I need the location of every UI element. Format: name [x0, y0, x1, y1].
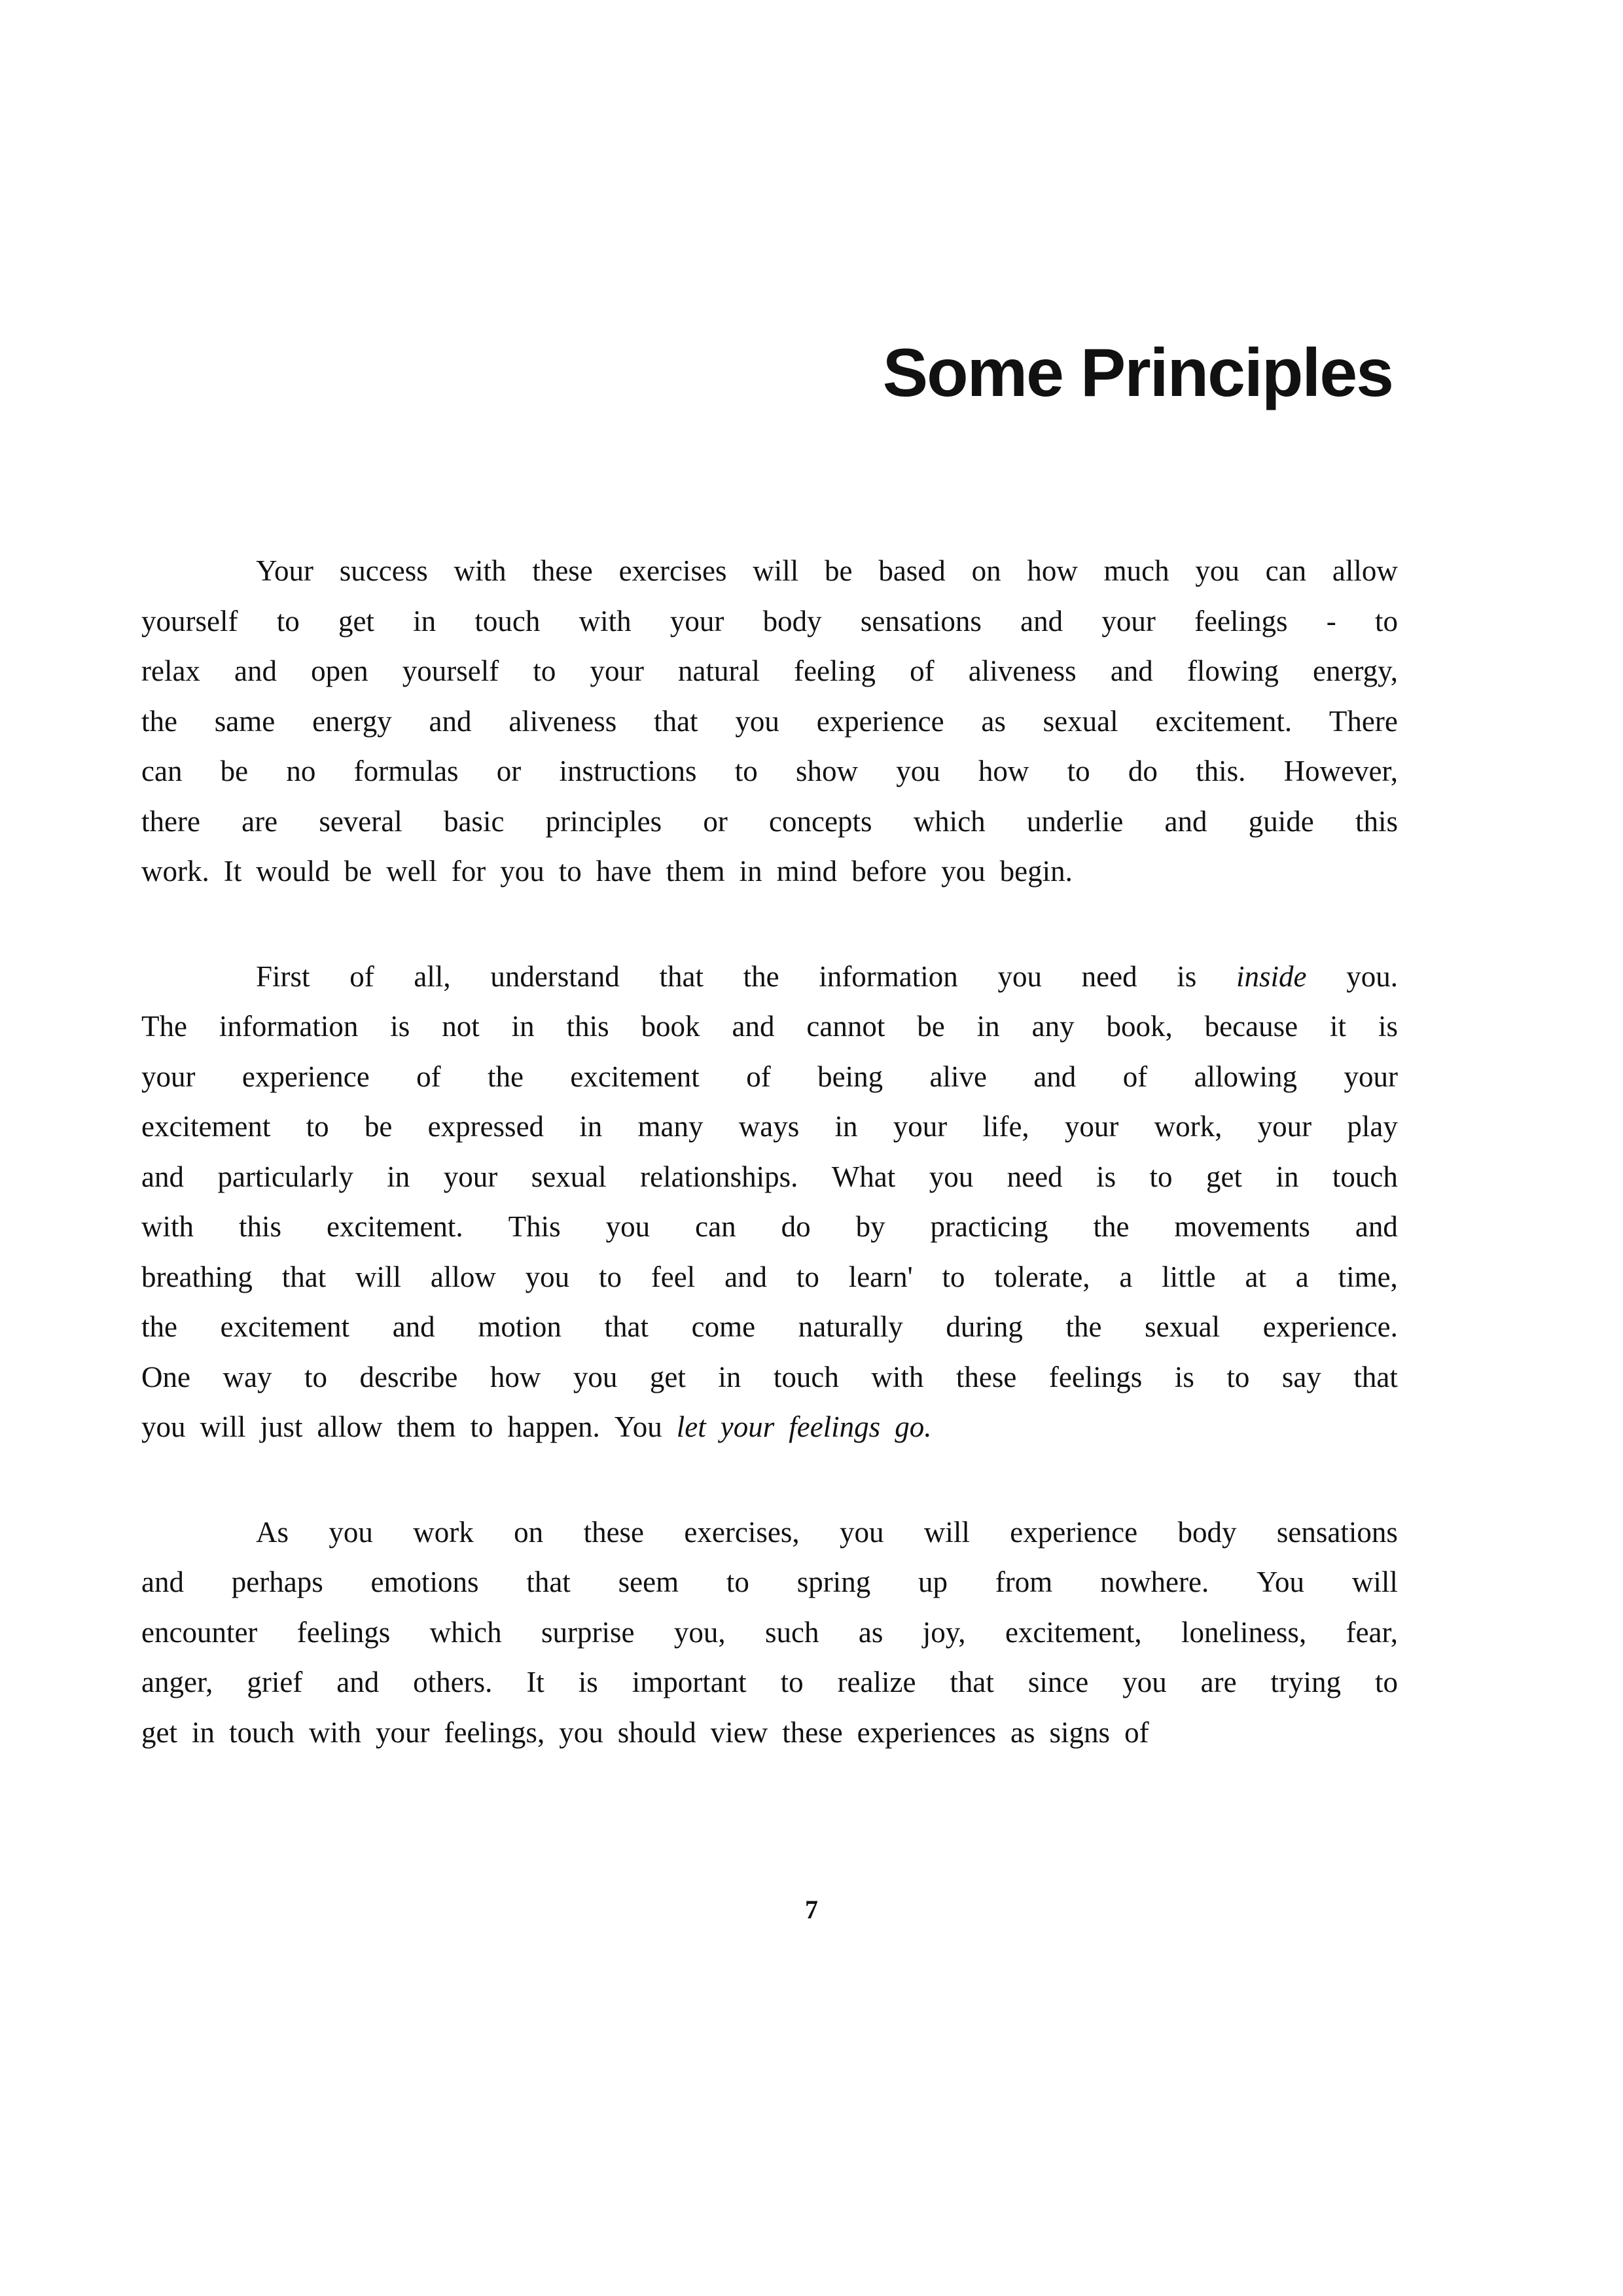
paragraph: [141, 546, 1398, 897]
text-line: Your success with these exercises will be based on how much you can allow: [256, 554, 1398, 587]
text-line: can be no formulas or instructions to show you how to do this. However,: [141, 755, 1398, 787]
text-line: you will just allow them to happen. You let your feelings go.: [141, 1410, 932, 1443]
text-line: there are several basic principles or concepts which underlie and guide this: [141, 804, 1398, 838]
text-line: The information is not in this book and cannot be in any book, because it is: [141, 1010, 1398, 1043]
text-line: First of all, understand that the information you need is inside you.: [256, 960, 1398, 993]
text-line: get in touch with your feelings, you should view these experiences as signs of: [141, 1715, 1149, 1749]
page-number: 7: [805, 1895, 818, 1924]
text-line: One way to describe how you get in touch with these feelings is to say that: [141, 1360, 1398, 1393]
text-line: and particularly in your sexual relationships. What you need is to get in touch: [141, 1160, 1398, 1193]
text-line: the excitement and motion that come naturally during the sexual experience.: [141, 1310, 1398, 1343]
text-line: work. It would be well for you to have them in mind before you begin.: [141, 855, 1073, 888]
text-line: As you work on these exercises, you will experience body sensations: [256, 1515, 1398, 1549]
text-line: the same energy and aliveness that you experience as sexual excitement. There: [141, 704, 1398, 738]
text-line: encounter feelings which surprise you, such as joy, excitement, loneliness, fear,: [141, 1615, 1398, 1649]
text-line: yourself to get in touch with your body sensations and your feelings - to: [141, 604, 1398, 637]
text-line: with this excitement. This you can do by practicing the movements and: [141, 1210, 1398, 1243]
text-line: and perhaps emotions that seem to spring up from nowhere. You will: [141, 1566, 1398, 1598]
text-line: anger, grief and others. It is important to realize that since you are trying to: [141, 1666, 1398, 1698]
text-line: breathing that will allow you to feel and to learn' to tolerate, a little at a time,: [141, 1260, 1398, 1293]
text-line: excitement to be expressed in many ways in your life, your work, your play: [141, 1110, 1398, 1143]
paragraph: [141, 952, 1398, 1452]
text-line: relax and open yourself to your natural feeling of aliveness and flowing energy,: [141, 655, 1398, 687]
chapter-title: Some Principles: [882, 335, 1393, 411]
text-line: your experience of the excitement of being alive and of allowing your: [141, 1060, 1398, 1093]
paragraph: [141, 1507, 1398, 1758]
body-text: [141, 546, 1398, 1812]
